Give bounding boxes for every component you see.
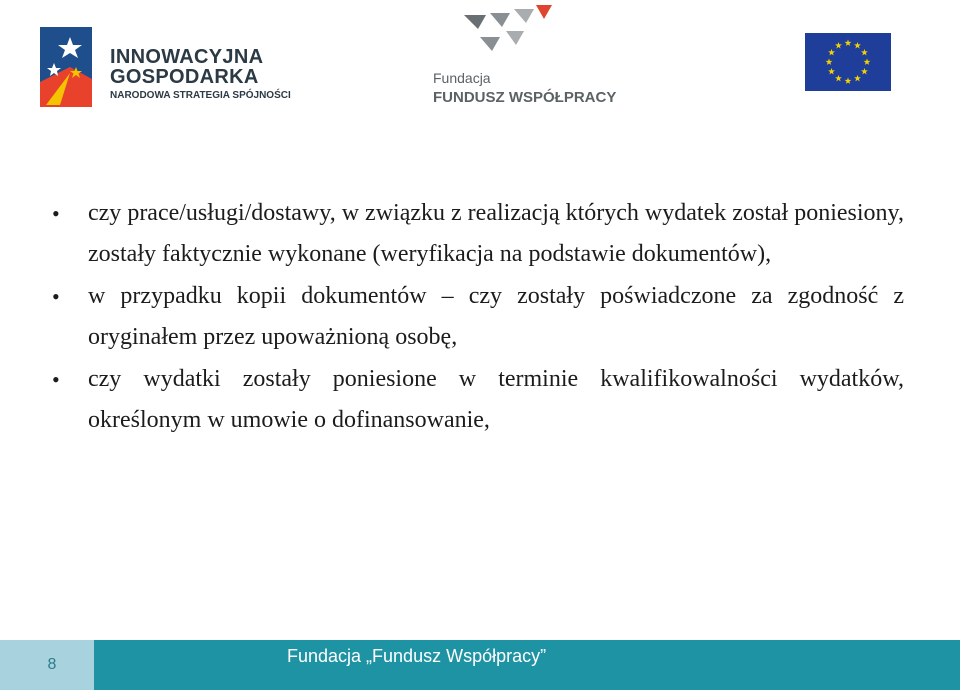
logo-line-innowacyjna: INNOWACYJNA xyxy=(110,46,264,68)
logo-line-fundusz-wspolpracy: FUNDUSZ WSPÓŁPRACY xyxy=(433,89,617,106)
logo-line-gospodarka: GOSPODARKA xyxy=(110,66,259,88)
page-number: 8 xyxy=(0,640,94,690)
list-item xyxy=(52,276,904,358)
slide-footer xyxy=(0,640,960,690)
bullet-icon: • xyxy=(52,201,60,226)
fundusz-wspolpracy-logo xyxy=(430,5,617,113)
bullet-icon: • xyxy=(52,284,60,309)
logo-line-strategia: NARODOWA STRATEGIA SPÓJNOŚCI xyxy=(110,90,291,101)
list-item-text: czy wydatki zostały poniesione w terminie kwalifikowalności wydatków, określonym w umowie o dofinansowanie, xyxy=(88,366,904,433)
innowacyjna-gospodarka-logo xyxy=(40,27,290,109)
fundusz-wspolpracy-emblem-icon xyxy=(460,5,554,61)
bullet-icon: • xyxy=(52,367,60,392)
list-item xyxy=(52,359,904,441)
footer-bar xyxy=(94,640,960,690)
list-item-text: czy prace/usługi/dostawy, w związku z realizacją których wydatek został poniesiony, zostały faktycznie wykonane (weryfikacja na podstawie dokumentów), xyxy=(88,200,904,267)
logo-line-fundacja: Fundacja xyxy=(433,70,491,86)
list-item-text: w przypadku kopii dokumentów – czy zostały poświadczone za zgodność z oryginałem przez upoważnioną osobę, xyxy=(88,283,904,350)
eu-flag-icon xyxy=(805,33,891,91)
checklist xyxy=(52,193,904,441)
innowacyjna-gospodarka-emblem-icon xyxy=(40,27,92,107)
list-item xyxy=(52,193,904,275)
footer-title: Fundacja „Fundusz Współpracy” xyxy=(287,646,547,666)
